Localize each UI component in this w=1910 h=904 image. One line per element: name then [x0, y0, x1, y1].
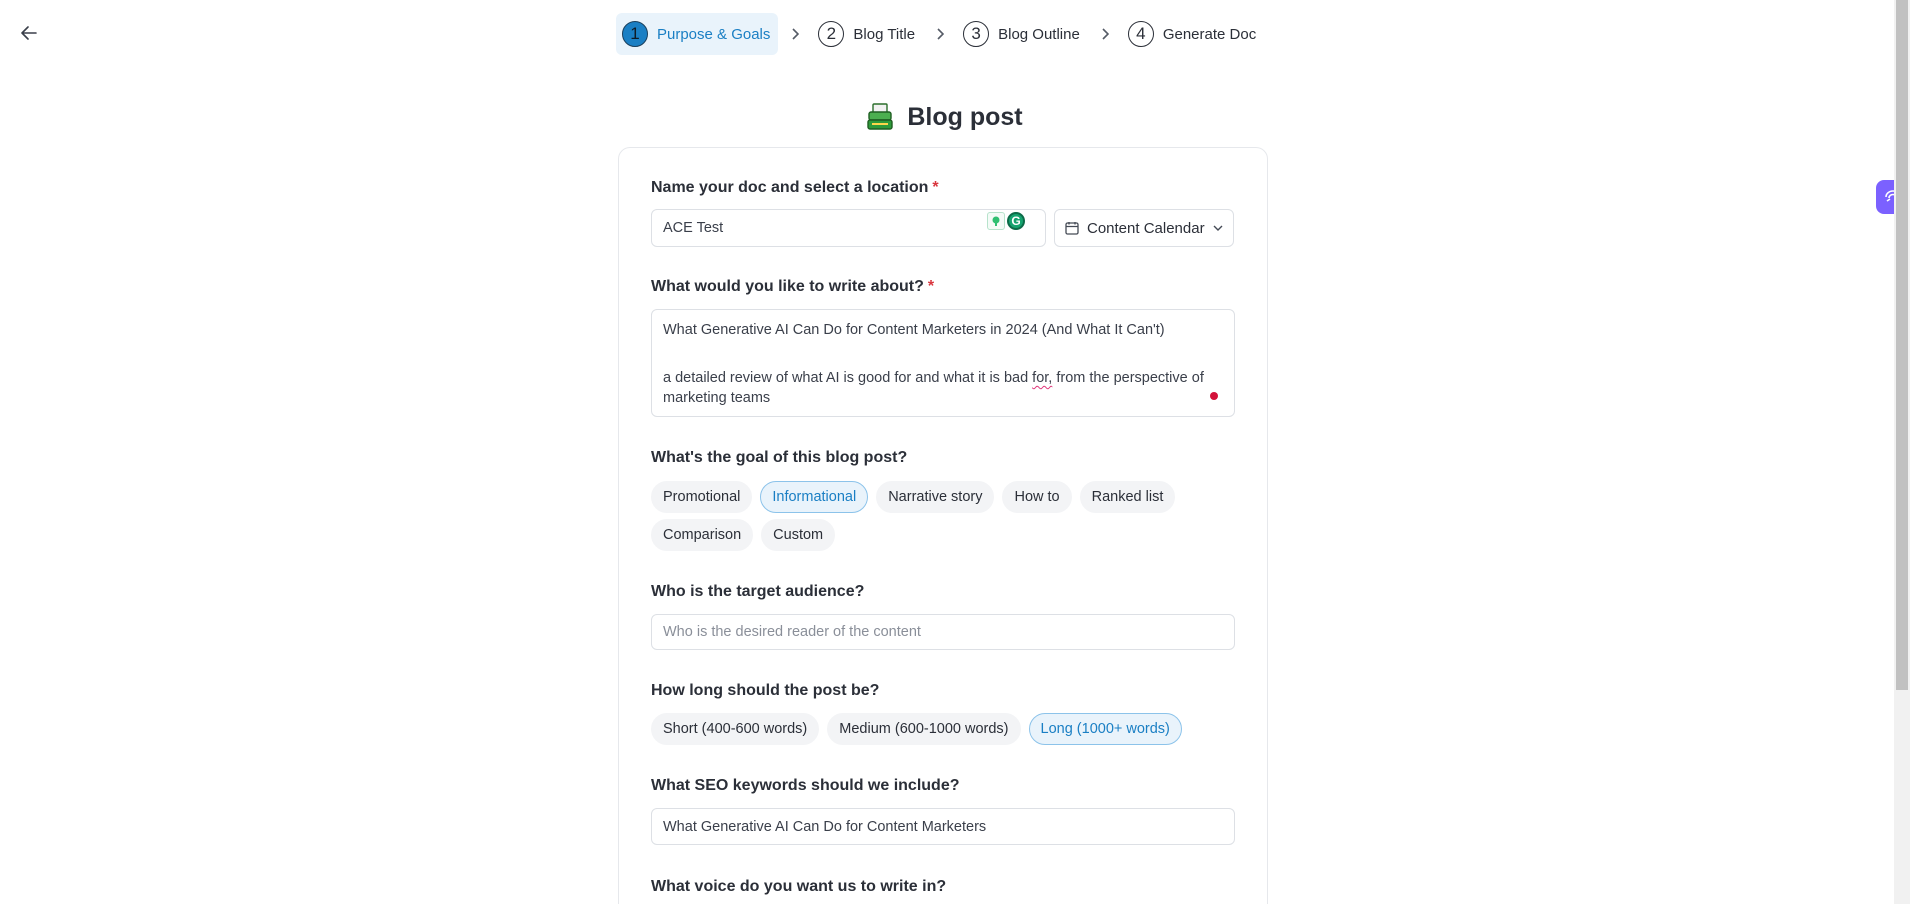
grammarly-icon[interactable]: G [1007, 212, 1025, 230]
topic-text: a detailed review of what AI is good for and what it is bad [663, 370, 1033, 386]
doc-name-value: ACE Test [663, 220, 724, 236]
page-scrollbar[interactable] [1894, 0, 1910, 904]
arrow-left-icon [21, 26, 37, 40]
audience-label: Who is the target audience? [651, 583, 865, 600]
chevron-right-icon [923, 28, 957, 40]
audience-input[interactable] [651, 614, 1235, 650]
topic-label-text: What would you like to write about? [651, 278, 924, 295]
chevron-down-icon [1213, 225, 1223, 231]
length-option-medium[interactable]: Medium (600-1000 words) [827, 713, 1020, 745]
required-mark: * [932, 179, 939, 196]
step-blog-title[interactable] [812, 13, 923, 55]
page-title [0, 102, 1888, 132]
seo-label: What SEO keywords should we include? [651, 777, 960, 794]
scrollbar-thumb[interactable] [1896, 0, 1908, 690]
step-label: Generate Doc [1162, 25, 1257, 43]
grammar-status-dot[interactable] [1210, 392, 1218, 400]
ai-assist-icon[interactable] [987, 212, 1005, 230]
step-number: 4 [1128, 21, 1154, 47]
step-number: 3 [963, 21, 989, 47]
goal-label: What's the goal of this blog post? [651, 449, 908, 466]
required-mark: * [927, 278, 935, 295]
topic-text: from the perspective of marketing teams [663, 370, 1204, 406]
doc-name-label [651, 179, 939, 197]
step-number: 1 [622, 21, 648, 47]
location-select[interactable] [1054, 209, 1234, 247]
voice-label: What voice do you want us to write in? [651, 878, 947, 895]
length-option-short[interactable]: Short (400-600 words) [651, 713, 819, 745]
page-title-text: Blog post [907, 102, 1023, 131]
calendar-icon [1065, 221, 1079, 235]
goal-option-custom[interactable]: Custom [761, 519, 835, 551]
step-generate-doc[interactable] [1122, 13, 1264, 55]
location-value: Content Calendar [1087, 219, 1205, 237]
audience-placeholder: Who is the desired reader of the content [663, 624, 921, 640]
topic-line-1: What Generative AI Can Do for Content Marketers in 2024 (And What It Can't) [663, 322, 1165, 338]
back-button[interactable] [18, 22, 40, 44]
spelling-flag[interactable]: for, [1032, 370, 1053, 386]
chevron-right-icon [1088, 28, 1122, 40]
topic-textarea[interactable] [651, 309, 1235, 417]
extension-icons [987, 210, 1027, 232]
step-number: 2 [818, 21, 844, 47]
step-blog-outline[interactable] [957, 13, 1088, 55]
seo-keywords-value: What Generative AI Can Do for Content Marketers [663, 818, 987, 835]
goal-option-informational[interactable]: Informational [760, 481, 868, 513]
step-purpose-goals[interactable] [616, 13, 778, 55]
step-label: Blog Outline [998, 25, 1080, 43]
length-label: How long should the post be? [651, 682, 880, 699]
step-label: Purpose & Goals [657, 25, 771, 43]
goal-options-row-1 [651, 481, 1175, 513]
goal-options-row-2 [651, 519, 835, 551]
stepper [616, 13, 1264, 55]
length-options [651, 713, 1182, 745]
topic-label [651, 278, 934, 296]
step-label: Blog Title [853, 25, 916, 43]
goal-option-comparison[interactable]: Comparison [651, 519, 753, 551]
goal-option-promotional[interactable]: Promotional [651, 481, 752, 513]
goal-option-how-to[interactable]: How to [1002, 481, 1071, 513]
topic-line-2 [663, 368, 1223, 408]
length-option-long[interactable]: Long (1000+ words) [1029, 713, 1182, 745]
goal-option-ranked-list[interactable]: Ranked list [1080, 481, 1176, 513]
chevron-right-icon [778, 28, 812, 40]
seo-keywords-input[interactable] [651, 808, 1235, 845]
doc-name-label-text: Name your doc and select a location [651, 179, 929, 196]
goal-option-narrative-story[interactable]: Narrative story [876, 481, 994, 513]
typewriter-icon [865, 102, 895, 132]
